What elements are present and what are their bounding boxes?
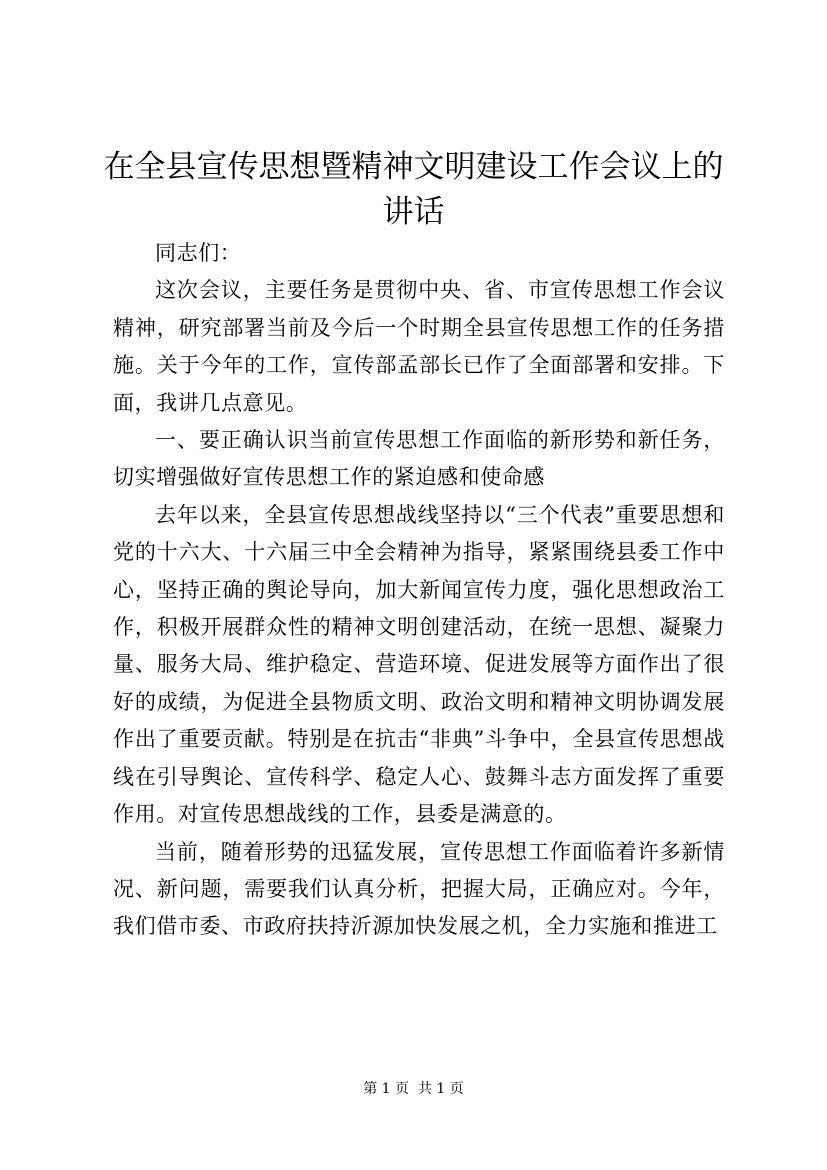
salutation-paragraph: 同志们：: [155, 241, 242, 265]
section-heading-1: 一、要正确认识当前宣传思想工作面临的新形势和新任务，切实增强做好宣传思想工作的紧迫感和使命感: [113, 428, 725, 490]
current-situation-paragraph: 当前，随着形势的迅猛发展，宣传思想工作面临着许多新情况、新问题，需要我们认真分析，把握大局，正确应对。今年，我们借市委、市政府扶持沂源加快发展之机，全力实施和推进工: [113, 839, 725, 939]
page-number-label: 第 1 页 共 1 页: [363, 1081, 464, 1097]
achievements-paragraph: 去年以来，全县宣传思想战线坚持以“三个代表”重要思想和党的十六大、十六届三中全会精神为指导，紧紧围绕县委工作中心，坚持正确的舆论导向，加大新闻宣传力度，强化思想政治工作，积极开展群众性的精神文明创建活动，在统一思想、凝聚力量、服务大局、维护稳定、营造环境、促进发展等方面作出了很好的成绩，为促进全县物质文明、政治文明和精神文明协调发展作出了重要贡献。特别是在抗击“非典”斗争中，全县宣传思想战线在引导舆论、宣传科学、稳定人心、鼓舞斗志方面发挥了重要作用。对宣传思想战线的工作，县委是满意的。: [113, 502, 725, 827]
page-footer: [0, 1079, 827, 1099]
document-body: [113, 235, 725, 946]
intro-paragraph: 这次会议，主要任务是贯彻中央、省、市宣传思想工作会议精神，研究部署当前及今后一个时期全县宣传思想工作的任务措施。关于今年的工作，宣传部孟部长已作了全面部署和安排。下面，我讲几点意见。: [113, 278, 725, 415]
document-title: 在全县宣传思想暨精神文明建设工作会议上的讲话: [103, 149, 724, 230]
